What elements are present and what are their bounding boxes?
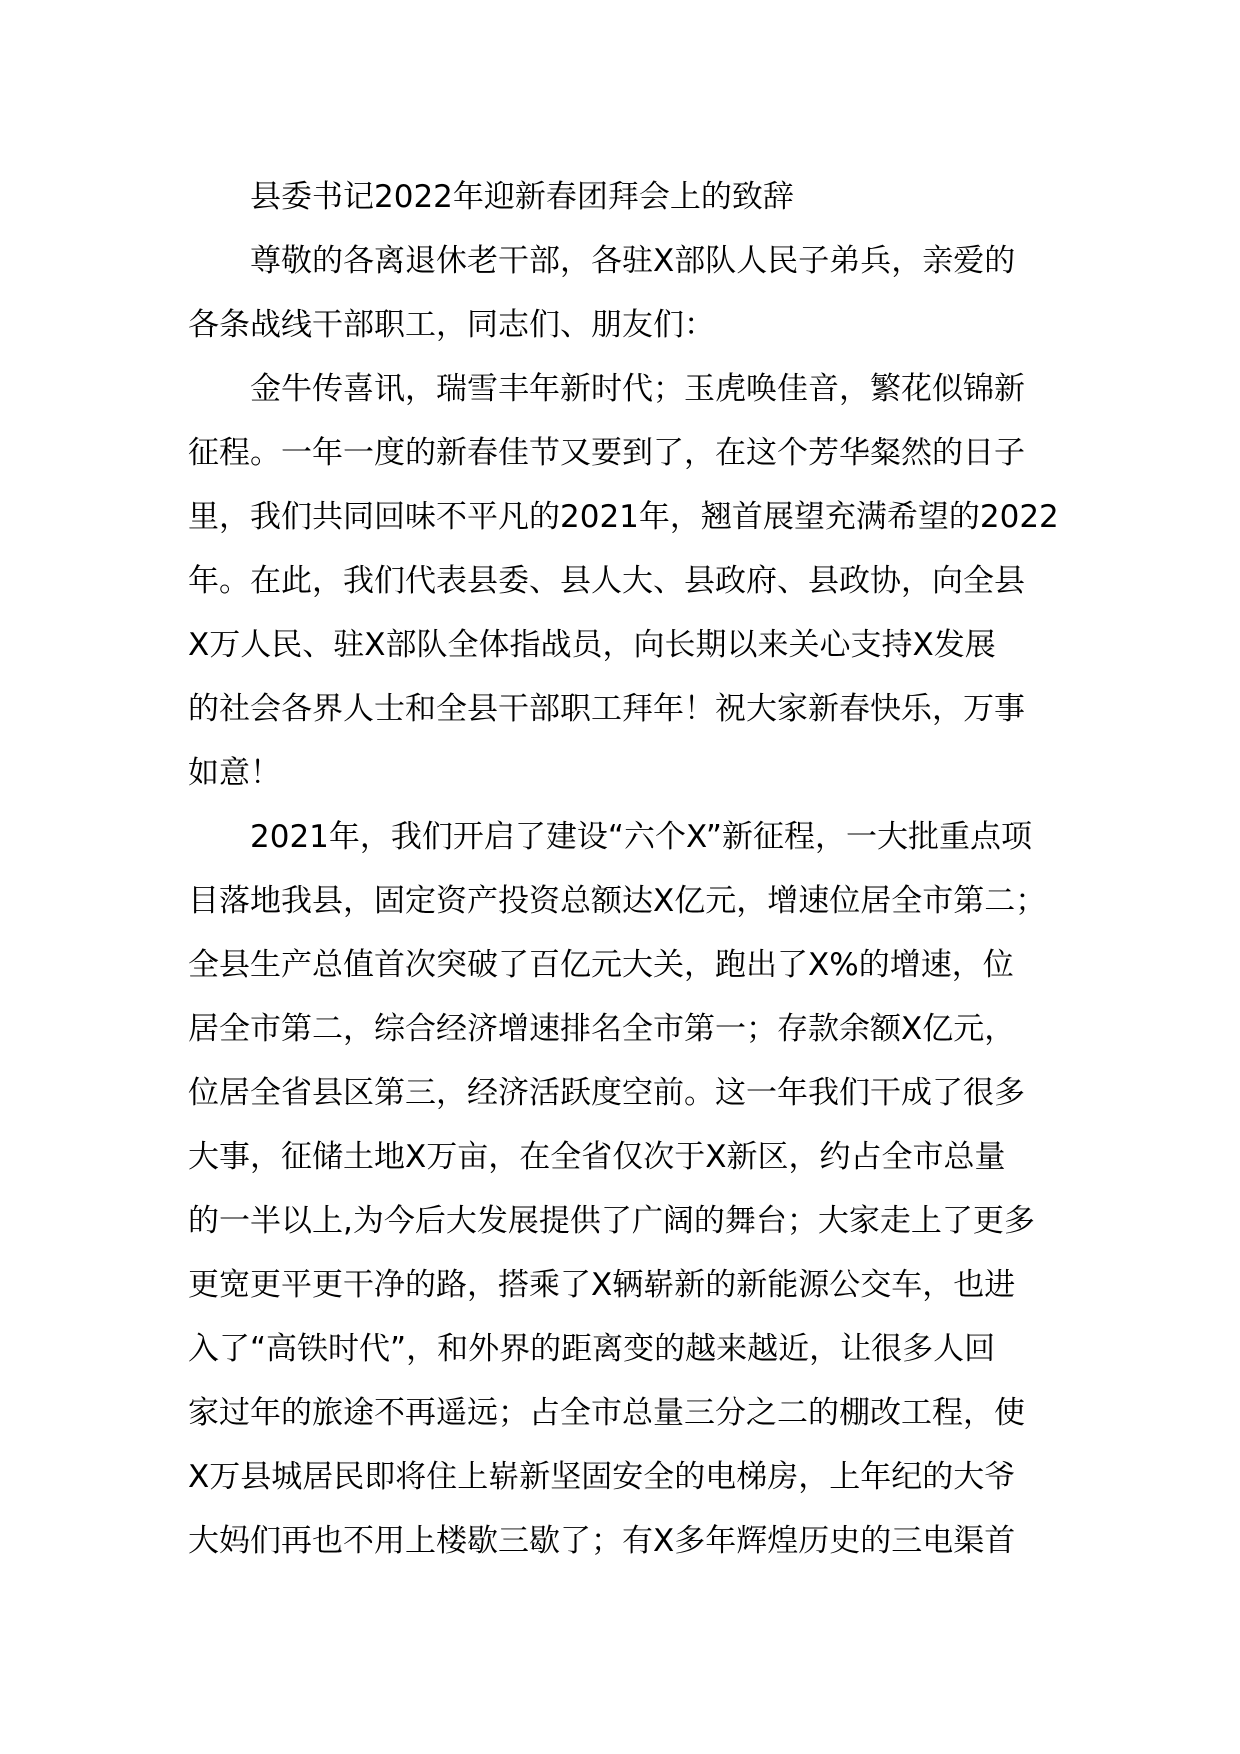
paragraph-line: 金牛传喜讯，瑞雪丰年新时代；玉虎唤佳音，繁花似锦新 xyxy=(250,371,1025,407)
paragraph-line: 居全市第二，综合经济增速排名全市第一；存款余额X亿元， xyxy=(188,1011,1016,1047)
paragraph-line: 更宽更平更干净的路，搭乘了X辆崭新的新能源公交车，也进 xyxy=(188,1267,1016,1303)
salutation-line: 尊敬的各离退休老干部，各驻X部队人民子弟兵，亲爱的 xyxy=(250,243,1016,279)
paragraph-line: 的社会各界人士和全县干部职工拜年！祝大家新春快乐，万事 xyxy=(188,691,1025,727)
document-title: 县委书记2022年迎新春团拜会上的致辞 xyxy=(250,179,794,215)
paragraph-line: 如意！ xyxy=(188,755,281,791)
paragraph-line: 年。在此，我们代表县委、县人大、县政府、县政协，向全县 xyxy=(188,563,1025,599)
paragraph-line: X万县城居民即将住上崭新坚固安全的电梯房，上年纪的大爷 xyxy=(188,1459,1016,1495)
paragraph-line: 2021年，我们开启了建设“六个X”新征程，一大批重点项 xyxy=(250,819,1032,855)
salutation-line: 各条战线干部职工，同志们、朋友们： xyxy=(188,307,715,343)
paragraph-line: 大妈们再也不用上楼歇三歇了；有X多年辉煌历史的三电渠首 xyxy=(188,1523,1016,1559)
paragraph-line: 的一半以上,为今后大发展提供了广阔的舞台；大家走上了更多 xyxy=(188,1203,1035,1239)
paragraph-line: 家过年的旅途不再遥远；占全市总量三分之二的棚改工程，使 xyxy=(188,1395,1025,1431)
paragraph-line: 里，我们共同回味不平凡的2021年，翘首展望充满希望的2022 xyxy=(188,499,1059,535)
paragraph-line: 征程。一年一度的新春佳节又要到了，在这个芳华粲然的日子 xyxy=(188,435,1025,471)
paragraph-line: X万人民、驻X部队全体指战员，向长期以来关心支持X发展 xyxy=(188,627,996,663)
paragraph-line: 大事，征储土地X万亩，在全省仅次于X新区，约占全市总量 xyxy=(188,1139,1006,1175)
paragraph-line: 目落地我县，固定资产投资总额达X亿元，增速位居全市第二； xyxy=(188,883,1047,919)
paragraph-line: 全县生产总值首次突破了百亿元大关，跑出了X%的增速，位 xyxy=(188,947,1014,983)
paragraph-line: 入了“高铁时代”，和外界的距离变的越来越近，让很多人回 xyxy=(188,1331,996,1367)
paragraph-line: 位居全省县区第三，经济活跃度空前。这一年我们干成了很多 xyxy=(188,1075,1025,1111)
